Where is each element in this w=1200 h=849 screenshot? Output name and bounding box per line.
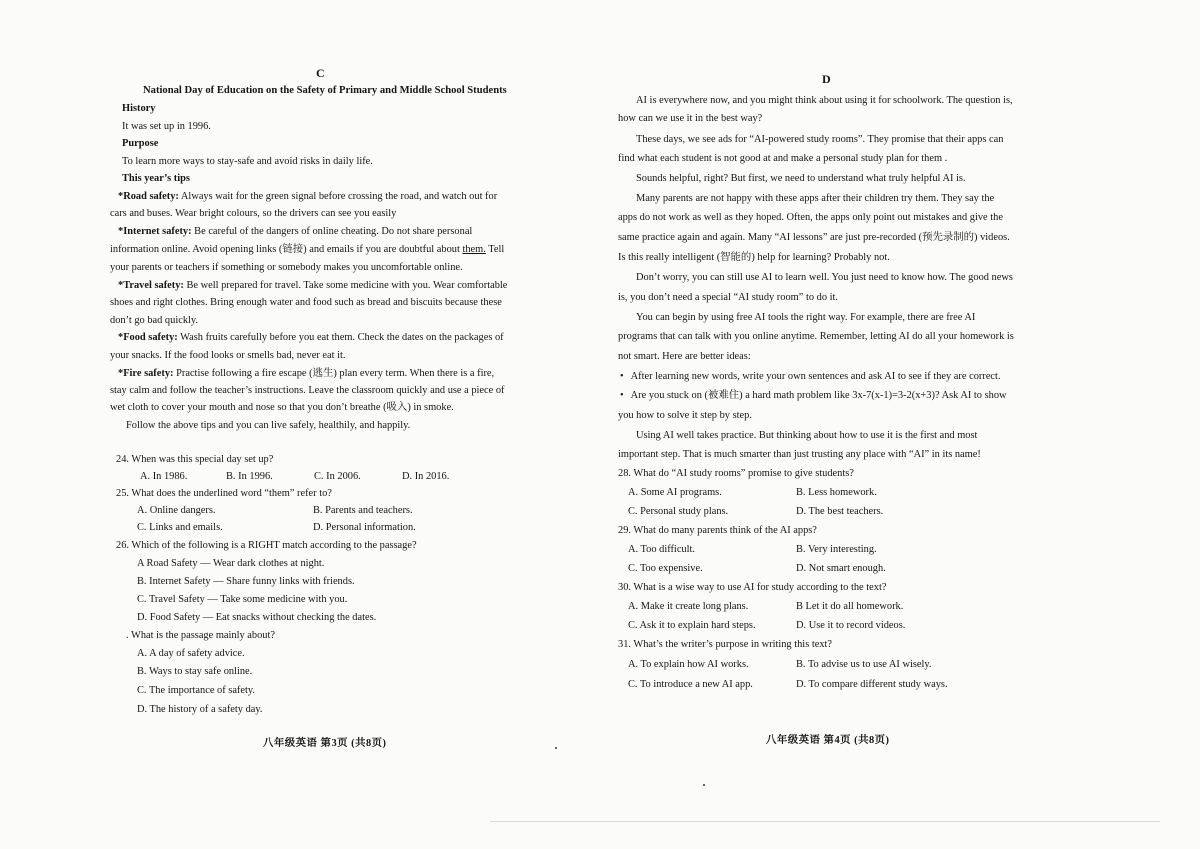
para6-line-2: programs that can talk with you online anytime. Remember, letting AI do all your homework is	[618, 331, 1014, 342]
bullet-item-1: • After learning new words, write your own sentences and ask AI to see if they are correct.	[620, 370, 1001, 384]
fire-safety-line-1	[118, 367, 494, 381]
para5-line-2: is, you don’t need a special “AI study room” to do it.	[618, 292, 838, 303]
road-safety-line-1	[118, 190, 497, 204]
q30-option-b: B Let it do all homework.	[796, 601, 904, 612]
history-heading: History	[122, 103, 156, 114]
fire-safety-line-3: wet cloth to cover your mouth and nose so that you don’t breathe (吸入) in smoke.	[110, 402, 454, 413]
q27-option-c: C. The importance of safety.	[137, 685, 256, 696]
road-safety-line-2: cars and buses. Wear bright colours, so the drivers can see you easily	[110, 208, 397, 219]
q27-option-a: A. A day of safety advice.	[137, 648, 245, 659]
para7-line-2: important step. That is much smarter than just trusting any place with “AI” in its name!	[618, 449, 981, 460]
q25-option-a: A. Online dangers.	[137, 505, 216, 516]
internet-safety-text: Be careful of the dangers of online cheating. Do not share personal	[191, 226, 473, 237]
para4-line-4: Is this really intelligent (智能的) help for learning? Probably not.	[618, 252, 890, 263]
para6-line-3: not smart. Here are better ideas:	[618, 351, 751, 362]
para2-line-2: find what each student is not good at and make a personal study plan for them .	[618, 153, 948, 164]
internet-safety-text-2a: information online. Avoid opening links (链接) and emails if you are doubtful about	[110, 244, 463, 255]
q24-option-c: C. In 2006.	[314, 471, 361, 482]
question-28: 28. What do “AI study rooms” promise to give students?	[618, 468, 854, 479]
section-letter-d: D	[822, 72, 831, 86]
q26-option-a: A Road Safety — Wear dark clothes at night.	[137, 558, 325, 569]
q24-option-d: D. In 2016.	[402, 471, 450, 482]
travel-safety-heading: *Travel safety:	[118, 280, 184, 291]
travel-safety-line-3: don’t go bad quickly.	[110, 315, 199, 326]
question-24: 24. When was this special day set up?	[116, 454, 274, 465]
road-safety-heading: *Road safety:	[118, 191, 179, 202]
food-safety-line-1	[118, 331, 504, 345]
para2-line-1: These days, we see ads for “AI-powered study rooms”. They promise that their apps can	[636, 134, 1004, 145]
bullet-item-2: • Are you stuck on (被难住) a hard math problem like 3x-7(x-1)=3-2(x+3)? Ask AI to show	[620, 389, 1007, 403]
travel-safety-line-2: shoes and right clothes. Bring enough water and food such as bread and biscuits because these	[110, 297, 502, 308]
internet-safety-line-2	[110, 243, 504, 257]
internet-safety-line-3: your parents or teachers if something or somebody makes you uncomfortable online.	[110, 262, 463, 273]
q25-option-c: C. Links and emails.	[137, 522, 223, 533]
fire-safety-heading: *Fire safety:	[118, 368, 174, 379]
question-30: 30. What is a wise way to use AI for study according to the text?	[618, 582, 887, 593]
question-31: 31. What’s the writer’s purpose in writing this text?	[618, 639, 833, 650]
bullet-item-2-cont: you how to solve it step by step.	[618, 410, 752, 421]
q31-option-a: A. To explain how AI works.	[628, 659, 749, 670]
closing-line: Follow the above tips and you can live safely, healthily, and happily.	[126, 420, 411, 431]
history-text: It was set up in 1996.	[122, 121, 211, 132]
underlined-word-them: them.	[462, 244, 486, 255]
q24-option-b: B. In 1996.	[226, 471, 273, 482]
q31-option-d: D. To compare different study ways.	[796, 679, 948, 690]
food-safety-heading: *Food safety:	[118, 332, 178, 343]
q25-option-b: B. Parents and teachers.	[313, 505, 413, 516]
q27-option-d: D. The history of a safety day.	[137, 704, 263, 715]
q24-option-a: A. In 1986.	[140, 471, 188, 482]
q28-option-d: D. The best teachers.	[796, 506, 884, 517]
internet-safety-text-2b: Tell	[485, 244, 505, 255]
q29-option-c: C. Too expensive.	[628, 563, 703, 574]
fire-safety-line-2: stay calm and follow the teacher’s instructions. Leave the classroom quickly and use a piece of	[110, 385, 505, 396]
page-footer-left: 八年级英语 第3页 (共8页)	[263, 738, 387, 749]
q28-option-a: A. Some AI programs.	[628, 487, 722, 498]
q26-option-c: C. Travel Safety — Take some medicine with you.	[137, 594, 348, 605]
section-letter-c: C	[316, 66, 325, 80]
purpose-heading: Purpose	[122, 138, 159, 149]
q31-option-b: B. To advise us to use AI wisely.	[796, 659, 932, 670]
scan-speck	[555, 747, 557, 749]
travel-safety-line-1	[118, 279, 507, 293]
para1-line-2: how can we use it in the best way?	[618, 113, 763, 124]
q26-option-d: D. Food Safety — Eat snacks without checking the dates.	[137, 612, 377, 623]
road-safety-text: Always wait for the green signal before crossing the road, and watch out for	[178, 191, 498, 202]
para7-line-1: Using AI well takes practice. But thinking about how to use it is the first and most	[636, 430, 978, 441]
para4-line-2: apps do not work as well as they hoped. Often, the apps only point out mistakes and give the	[618, 212, 1003, 223]
question-29: 29. What do many parents think of the AI apps?	[618, 525, 817, 536]
q31-option-c: C. To introduce a new AI app.	[628, 679, 753, 690]
q28-option-b: B. Less homework.	[796, 487, 877, 498]
para4-line-1: Many parents are not happy with these apps after their children try them. They say the	[636, 193, 995, 204]
q29-option-a: A. Too difficult.	[628, 544, 696, 555]
question-25: 25. What does the underlined word “them” refer to?	[116, 488, 332, 499]
q30-option-d: D. Use it to record videos.	[796, 620, 906, 631]
question-26: 26. Which of the following is a RIGHT match according to the passage?	[116, 540, 417, 551]
fire-safety-text: Practise following a fire escape (逃生) plan every term. When there is a fire,	[173, 368, 495, 379]
q30-option-a: A. Make it create long plans.	[628, 601, 749, 612]
internet-safety-heading: *Internet safety:	[118, 226, 192, 237]
question-27: . What is the passage mainly about?	[126, 630, 275, 641]
internet-safety-line-1	[118, 225, 472, 239]
q27-option-b: B. Ways to stay safe online.	[137, 666, 253, 677]
para3-line-1: Sounds helpful, right? But first, we need to understand what truly helpful AI is.	[636, 173, 966, 184]
q25-option-d: D. Personal information.	[313, 522, 416, 533]
q29-option-b: B. Very interesting.	[796, 544, 877, 555]
food-safety-line-2: your snacks. If the food looks or smells bad, never eat it.	[110, 350, 346, 361]
para4-line-3: same practice again and again. Many “AI lessons” are just pre-recorded (预先录制的) videos.	[618, 232, 1010, 243]
scan-speck	[703, 784, 705, 786]
passage-title: National Day of Education on the Safety of Primary and Middle School Students	[143, 85, 507, 96]
para6-line-1: You can begin by using free AI tools the right way. For example, there are free AI	[636, 312, 976, 323]
q29-option-d: D. Not smart enough.	[796, 563, 886, 574]
tips-heading: This year’s tips	[122, 173, 190, 184]
purpose-text: To learn more ways to stay-safe and avoid risks in daily life.	[122, 156, 373, 167]
q26-option-b: B. Internet Safety — Share funny links with friends.	[137, 576, 355, 587]
para1-line-1: AI is everywhere now, and you might think about using it for schoolwork. The question is,	[636, 95, 1013, 106]
travel-safety-text: Be well prepared for travel. Take some medicine with you. Wear comfortable	[183, 280, 508, 291]
q28-option-c: C. Personal study plans.	[628, 506, 729, 517]
para5-line-1: Don’t worry, you can still use AI to learn well. You just need to know how. The good news	[636, 272, 1013, 283]
page-footer-right: 八年级英语 第4页 (共8页)	[766, 735, 890, 746]
food-safety-text: Wash fruits carefully before you eat them. Check the dates on the packages of	[177, 332, 504, 343]
q30-option-c: C. Ask it to explain hard steps.	[628, 620, 756, 631]
scan-edge-line	[490, 821, 1160, 822]
